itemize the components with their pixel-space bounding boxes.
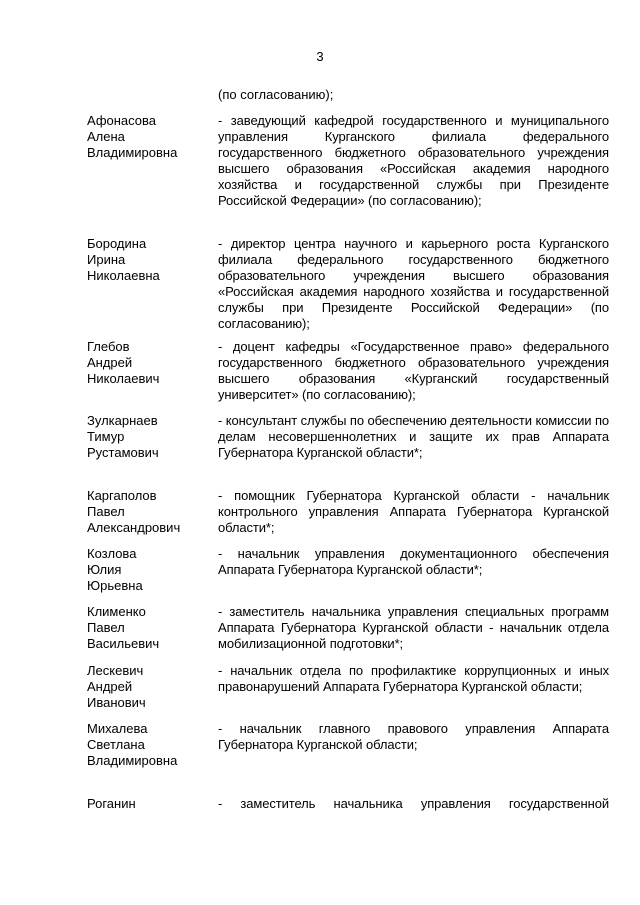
member-name bbox=[87, 488, 215, 536]
member-surname: Роганин bbox=[87, 796, 136, 811]
member-patronymic: Иванович bbox=[87, 695, 146, 710]
member-first-name: Алена bbox=[87, 129, 125, 144]
member-first-name: Тимур bbox=[87, 429, 125, 444]
member-surname: Афонасова bbox=[87, 113, 157, 128]
member-position: - помощник Губернатора Курганской области - начальник контрольного управления Аппарата Губернатора Курганской области*; bbox=[218, 488, 609, 535]
member-patronymic: Владимировна bbox=[87, 145, 178, 160]
member-position: - начальник управления документационного обеспечения Аппарата Губернатора Курганской области*; bbox=[218, 546, 609, 577]
member-name bbox=[87, 604, 215, 652]
member-position: - заведующий кафедрой государственного и муниципального управления Курганского филиала федерального государственного бюджетного образовательного учреждения высшего образования «Российская академия народного хозяйства и государственной службы при Президенте Российской Федерации» (по согласованию); bbox=[218, 113, 609, 208]
member-patronymic: Васильевич bbox=[87, 636, 160, 651]
member-first-name: Юлия bbox=[87, 562, 122, 577]
member-first-name: Андрей bbox=[87, 355, 133, 370]
member-patronymic: Рустамович bbox=[87, 445, 159, 460]
page-number: 3 bbox=[316, 49, 324, 64]
member-position: - директор центра научного и карьерного роста Курганского филиала федерального государственного бюджетного образовательного учреждения высшего образования «Российская академия народного хозяйства и государственной службы при Президенте Российской Федерации» (по согласованию); bbox=[218, 236, 609, 331]
member-name bbox=[87, 339, 215, 387]
member-position: - заместитель начальника управления государственной bbox=[218, 796, 609, 811]
member-name bbox=[87, 413, 215, 461]
member-position: - начальник отдела по профилактике коррупционных и иных правонарушений Аппарата Губернатора Курганской области; bbox=[218, 663, 609, 694]
member-first-name: Павел bbox=[87, 504, 125, 519]
member-surname: Зулкарнаев bbox=[87, 413, 158, 428]
member-patronymic: Владимировна bbox=[87, 753, 178, 768]
member-position: - заместитель начальника управления специальных программ Аппарата Губернатора Курганской области - начальник отдела мобилизационной подготовки*; bbox=[218, 604, 609, 651]
member-position: - начальник главного правового управления Аппарата Губернатора Курганской области; bbox=[218, 721, 609, 752]
member-surname: Клименко bbox=[87, 604, 146, 619]
member-patronymic: Николаевич bbox=[87, 371, 160, 386]
member-first-name: Ирина bbox=[87, 252, 126, 267]
member-first-name: Светлана bbox=[87, 737, 145, 752]
member-first-name: Андрей bbox=[87, 679, 133, 694]
member-position: - консультант службы по обеспечению деятельности комиссии по делам несовершеннолетних и защите их прав Аппарата Губернатора Курганской области*; bbox=[218, 413, 610, 460]
member-surname: Михалева bbox=[87, 721, 148, 736]
member-surname: Лескевич bbox=[87, 663, 144, 678]
member-surname: Глебов bbox=[87, 339, 130, 354]
member-position: - доцент кафедры «Государственное право» федерального государственного бюджетного образовательного учреждения высшего образования «Курганский государственный университет» (по согласованию); bbox=[218, 339, 609, 402]
member-patronymic: Николаевна bbox=[87, 268, 160, 283]
member-surname: Бородина bbox=[87, 236, 147, 251]
member-surname: Каргаполов bbox=[87, 488, 157, 503]
member-name bbox=[87, 546, 215, 594]
continuation-text: (по согласованию); bbox=[218, 87, 334, 102]
member-name bbox=[87, 663, 215, 711]
member-name bbox=[87, 236, 215, 284]
member-name bbox=[87, 721, 215, 769]
member-first-name: Павел bbox=[87, 620, 125, 635]
member-name bbox=[87, 113, 215, 161]
member-surname: Козлова bbox=[87, 546, 137, 561]
member-patronymic: Юрьевна bbox=[87, 578, 143, 593]
member-patronymic: Александрович bbox=[87, 520, 181, 535]
member-name bbox=[87, 796, 215, 812]
